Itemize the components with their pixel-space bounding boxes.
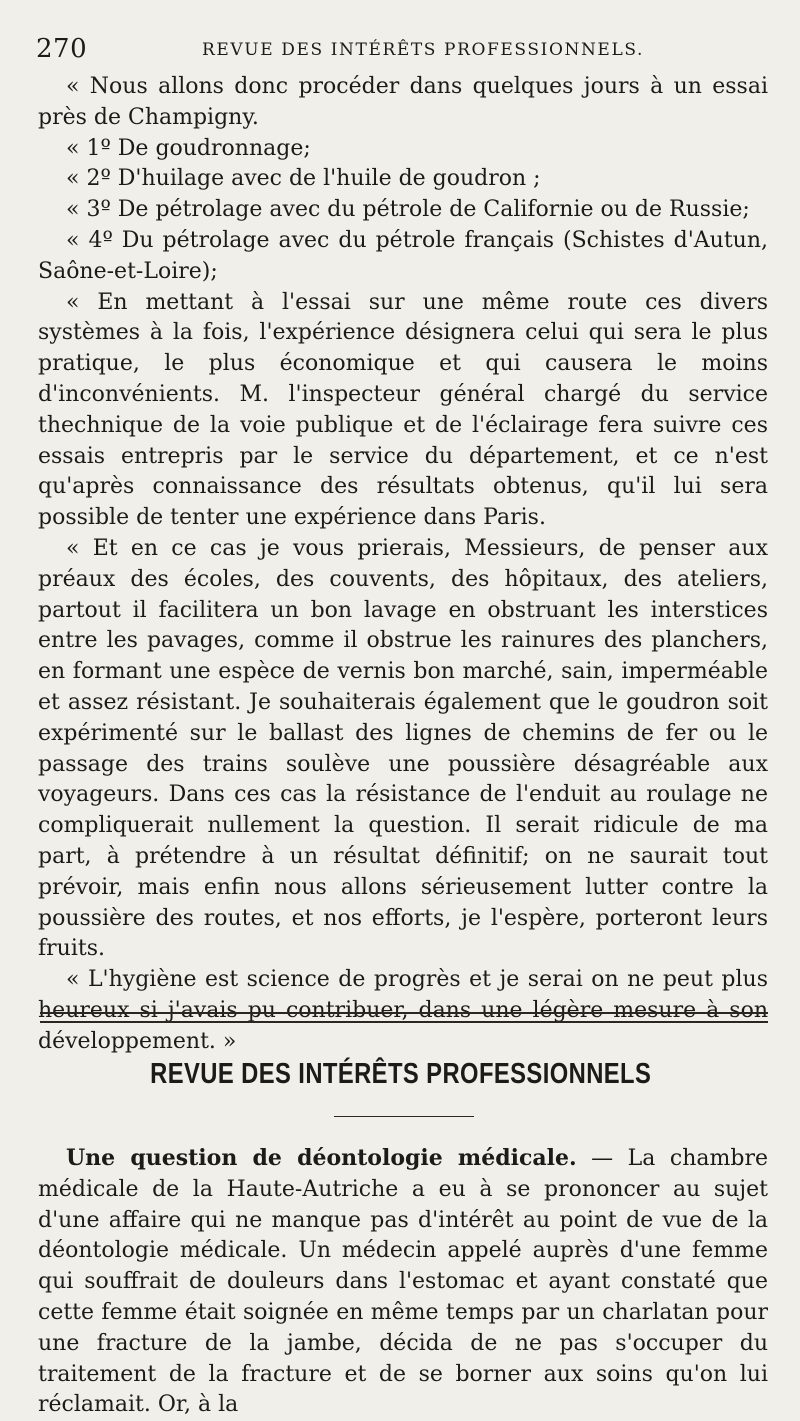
- paragraph: « En mettant à l'essai sur une même route ces divers systèmes à la fois, l'expérience désignera celui qui sera le plus pratique, le plus économique et qui causera le moins d'inconvénients. M. l'inspecteur général chargé du service thechnique de la voie publique et de l'éclairage fera suivre ces essais entrepris par le service du département, et ce n'est qu'après connaissance des résultats obtenus, qu'il lui sera possible de tenter une expérience dans Paris.: [38, 289, 768, 531]
- article-paragraph: [38, 1143, 768, 1421]
- letter-body: [38, 72, 768, 1058]
- section-title: REVUE DES INTÉRÊTS PROFESSIONNELS: [150, 1058, 652, 1090]
- paragraph: « L'hygiène est science de progrès et je serai on ne peut plus heureux si j'avais pu contribuer, dans une légère mesure à son développement. »: [38, 967, 768, 1054]
- article-body: [38, 1143, 768, 1421]
- section-divider: [40, 1012, 768, 1023]
- divider-rule: [40, 1012, 768, 1014]
- running-title: REVUE DES INTÉRÊTS PROFESSIONNELS.: [202, 40, 644, 60]
- article-text: — La chambre médicale de la Haute-Autriche a eu à se prononcer au sujet d'une affaire qui ne manque pas d'intérêt au point de vue de la déontologie médicale. Un médecin appelé auprès d'une femme qui souffrait de douleurs dans l'estomac et ayant constaté que cette femme était soignée en même temps par un charlatan pour une fracture de la jambe, décida de ne pas s'occuper du traitement de la fracture et de se borner aux soins qu'on lui réclamait. Or, à la: [38, 1146, 768, 1418]
- article-heading: Une question de déontologie médicale.: [66, 1145, 577, 1171]
- running-head: [36, 34, 766, 70]
- title-underline: [334, 1116, 474, 1117]
- paragraph: « 2º D'huilage avec de l'huile de goudron ;: [66, 166, 541, 192]
- paragraph: « 1º De goudronnage;: [66, 135, 311, 161]
- page-number: 270: [36, 34, 88, 64]
- paragraph: « 4º Du pétrolage avec du pétrole français (Schistes d'Autun, Saône-et-Loire);: [38, 227, 768, 284]
- paragraph: « Nous allons donc procéder dans quelques jours à un essai près de Champigny.: [38, 74, 768, 130]
- paragraph: « Et en ce cas je vous prierais, Messieurs, de penser aux préaux des écoles, des couvents, des hôpitaux, des ateliers, partout il facilitera un bon lavage en obstruant les interstices entre les pavages, comme il obstrue les rainures des planchers, en formant une espèce de vernis bon marché, sain, imperméable et assez résistant. Je souhaiterais également que le goudron soit expérimenté sur le ballast des lignes de chemins de fer ou le passage des trains soulève une poussière désagréable aux voyageurs. Dans ces cas la résistance de l'enduit au roulage ne compliquerait nullement la question. Il serait ridicule de ma part, à prétendre à un résultat définitif; on ne saurait tout prévoir, mais enfin nous allons sérieusement lutter contre la poussière des routes, et nos efforts, je l'espère, porteront leurs fruits.: [38, 535, 768, 962]
- paragraph: « 3º De pétrolage avec du pétrole de Californie ou de Russie;: [66, 197, 750, 223]
- divider-rule: [40, 1021, 768, 1023]
